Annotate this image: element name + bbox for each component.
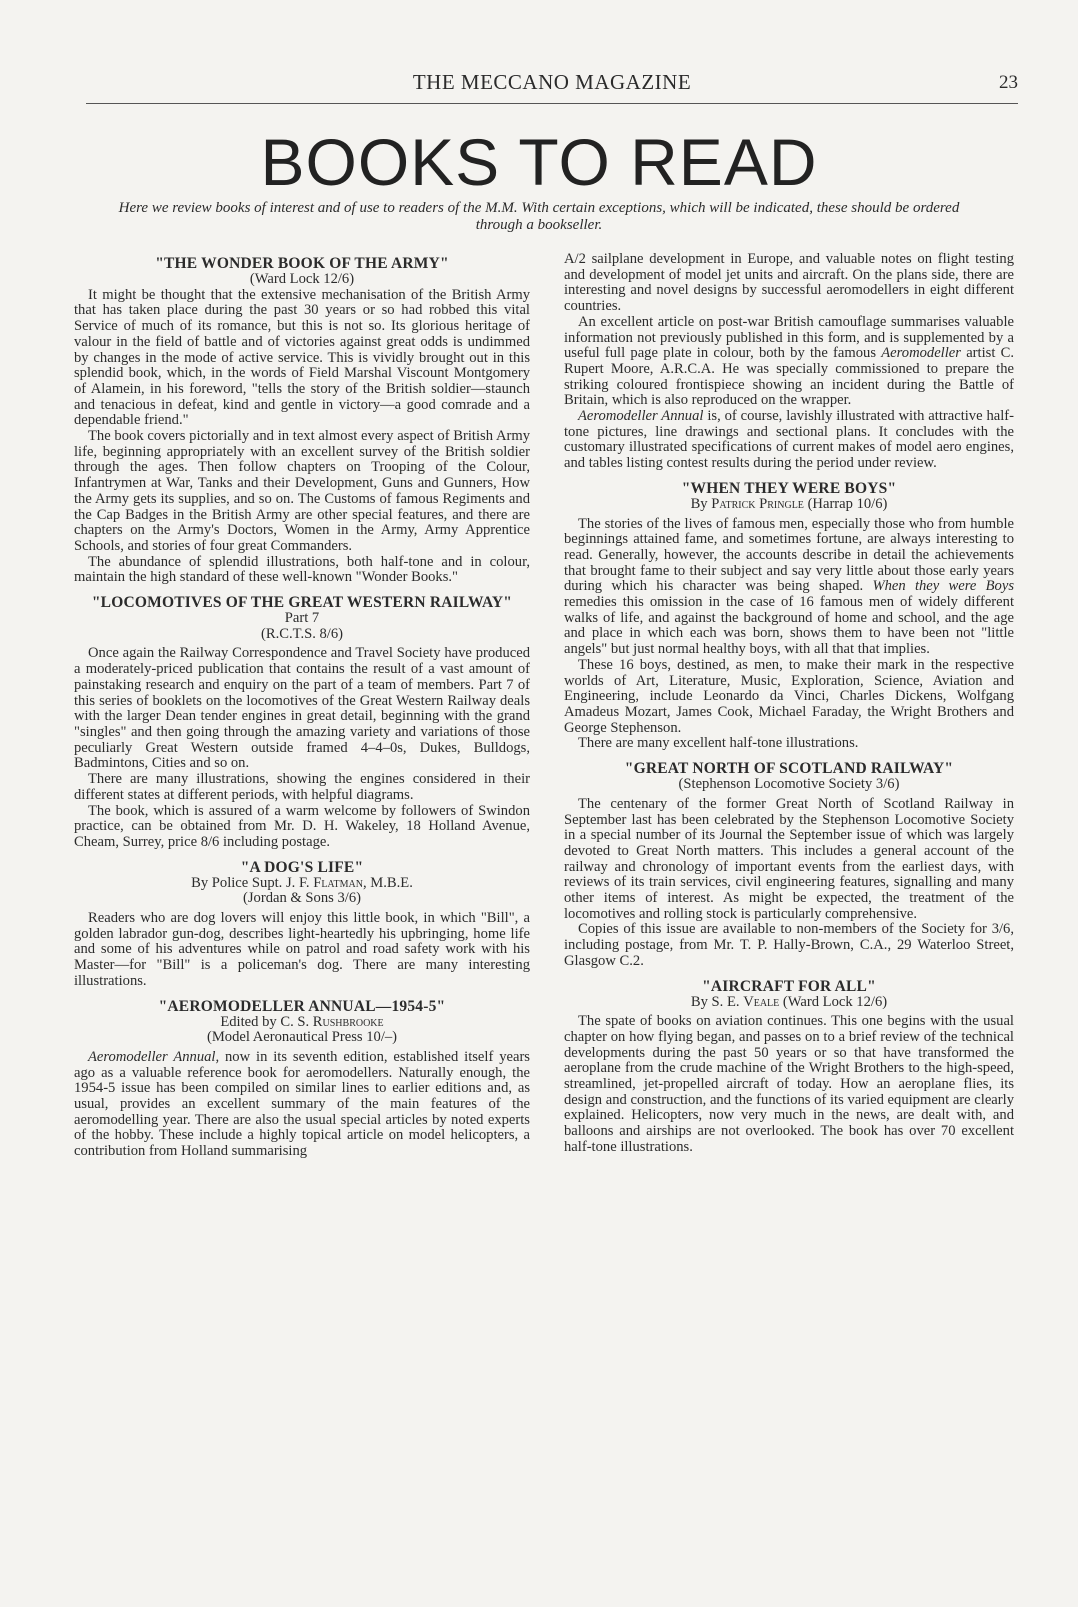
review-title-boys: "WHEN THEY WERE BOYS" (681, 479, 897, 497)
review-paragraph: A/2 sailplane development in Europe, and valuable notes on flight testing and development of model jet units and aircraft. On the plans side, there are interesting and novel designs by successful aeromodellers in eight different countries. (564, 251, 1014, 315)
review-paragraph: The spate of books on aviation continues. This one begins with the usual chapter on how flying began, and passes on to a brief review of the technical developments during the past 50 years or so that have transformed the aeroplane from the crude machine of the Wright Brothers to the high-speed, streamlined, jet-propelled aircraft of today. How an aeroplane flies, its design and construction, and the functions of its varied equipment are clearly explained. Helicopters, now very much in the news, are dealt with, and balloons and airships are not overlooked. The book has over 70 excellent half-tone illustrations. (564, 1013, 1014, 1155)
paragraph-text: now in its seventh edition, established itself years ago as a valuable reference book for aeromodellers. Naturally enough, the 1954-5 issue has been compiled on similar lines to earlier editions and, as usual, provides an excellent summary of the main features of the aeromodelling year. There are also the usual special articles by noted experts of the hobby. These include a highly topical article on model helicopters, a contribution from Holland summarising (74, 1048, 530, 1160)
author-prefix: By Police Supt. J. F. (191, 874, 314, 891)
paragraph-text: The stories of the lives of famous men, especially those who from humble beginnings attained fame, and sometimes fortune, are always interesting to read. Generally, however, the accounts describe in detail the achievements that brought fame to their subject and say very little about those early years during which his character was being shaped. (564, 515, 1014, 595)
italic-title: Aeromodeller Annual, (88, 1048, 220, 1065)
review-paragraph: Copies of this issue are available to non-members of the Society for 3/6, including postage, from Mr. T. P. Hally-Brown, C.A., 29 Waterloo Street, Glasgow C.2. (564, 921, 1014, 969)
review-author-aircraft (564, 995, 1014, 1011)
review-publisher-dog: (Jordan & Sons 3/6) (243, 890, 361, 907)
review-title-gnsr: "GREAT NORTH OF SCOTLAND RAILWAY" (624, 760, 954, 778)
review-publisher-aero: (Model Aeronautical Press 10/–) (206, 1029, 398, 1046)
header-rule (86, 103, 1018, 104)
paragraph-text: artist C. Rupert Moore, A.R.C.A. He was specially commissioned to prepare the striking coloured frontispiece showing an incident during the Battle of Britain, which is also reproduced on the wrapper. (564, 345, 1014, 409)
author-suffix: (Ward Lock 12/6) (779, 993, 888, 1010)
review-title-aero: "AEROMODELLER ANNUAL—1954-5" (158, 997, 446, 1015)
review-author-dog (74, 876, 530, 892)
review-paragraph: The book, which is assured of a warm welcome by followers of Swindon practice, can be obtained from Mr. D. H. Wakeley, 18 Holland Avenue, Cheam, Surrey, price 8/6 including postage. (74, 802, 530, 850)
author-prefix: By (690, 495, 712, 512)
page-number: 23 (999, 72, 1018, 93)
review-paragraph: The abundance of splendid illustrations, both half-tone and in colour, maintain the high standard of these well-known "Wonder Books." (74, 553, 530, 586)
author-name: Patrick Pringle (711, 495, 804, 512)
review-author-boys (564, 497, 1014, 513)
review-paragraph (564, 517, 1014, 658)
author-name: Flatman (313, 874, 363, 891)
paragraph-text: remedies this omission in the case of 16 famous men of widely different walks of life, and against the background of home and school, and the age and place in which each was born, shows them to have been not "little angels" but just normal healthy boys, with all that that implies. (564, 594, 1014, 658)
editor-name: Rushbrooke (312, 1013, 384, 1030)
author-name: Veale (743, 993, 780, 1010)
review-part-locos: Part 7 (284, 610, 320, 627)
review-editor-aero (74, 1015, 530, 1031)
intro-text: Here we review books of interest and of use to readers of the M.M. With certain exceptions, which will be indicated, these should be ordered through a bookseller. (118, 200, 960, 233)
author-suffix: , M.B.E. (363, 874, 413, 891)
review-publisher-gnsr: (Stephenson Locomotive Society 3/6) (678, 776, 900, 793)
right-column (564, 252, 1014, 1156)
italic-title: Aeromodeller Annual (578, 408, 704, 425)
review-paragraph: It might be thought that the extensive mechanisation of the British Army that has taken place during the past 30 years or so had robbed this vital Service of much of its romance, but this is not so. Its glorious heritage of valour in the field of battle and of victories against great odds is undimmed by changes in the mode of active service. This is vividly brought out in this splendid book, which, in the words of Field Marshal Viscount Montgomery of Alamein, in his foreword, "tells the story of the British soldier—staunch and tenacious in defeat, kind and gentle in victory—a good comrade and a dependable friend." (74, 286, 530, 429)
paragraph-text: An excellent article on post-war British camouflage summarises valuable information not previously published in this form, and is supplemented by a useful full page plate in colour, both by the famous (564, 313, 1014, 362)
review-publisher-army: (Ward Lock 12/6) (249, 271, 355, 287)
review-paragraph: These 16 boys, destined, as men, to make their mark in the respective worlds of Art, Literature, Music, Exploration, Science, Aviation and Engineering, include Leonardo da Vinci, Charles Dickens, Wolfgang Amadeus Mozart, James Cook, Michael Faraday, the Wright Brothers and George Stephenson. (564, 656, 1014, 736)
magazine-title: THE MECCANO MAGAZINE (412, 70, 692, 94)
review-paragraph (564, 409, 1014, 472)
review-title-army: "THE WONDER BOOK OF THE ARMY" (155, 255, 449, 272)
review-paragraph: There are many illustrations, showing the engines considered in their different states at different periods, with helpful diagrams. (74, 771, 530, 803)
review-title-aircraft: "AIRCRAFT FOR ALL" (702, 977, 876, 995)
author-suffix: (Harrap 10/6) (803, 495, 888, 512)
page-title: BOOKS TO READ (260, 125, 818, 199)
review-paragraph: Readers who are dog lovers will enjoy this little book, in which "Bill", a golden labrador gun-dog, describes light-heartedly his upbringing, home life and some of his adventures while on patrol and road safety work with his Master—for "Bill" is a policeman's dog. There are many interesting illustrations. (74, 910, 530, 989)
review-paragraph (74, 1050, 530, 1160)
left-column (74, 252, 530, 1160)
review-paragraph: The book covers pictorially and in text almost every aspect of British Army life, beginning appropriately with an excellent survey of the British soldier through the ages. Then follow chapters on Trooping of the Colour, Infantrymen at War, Tanks and their Development, Guns and Gunners, How the Army gets its supplies, and so on. The Customs of famous Regiments and the Cap Badges in the British Army are other special features, and there are chapters on the Army's Doctors, Women in the Army, Army Apprentice Schools, and stories of four great Commanders. (74, 428, 530, 554)
paragraph-text: is, of course, lavishly illustrated with attractive half-tone pictures, line drawings and sectional plans. It concludes with the customary illustrated specifications of current makes of model aero engines, and tables listing contest results during the period under review. (564, 408, 1014, 472)
author-prefix: By S. E. (690, 993, 744, 1010)
review-title-locos: "LOCOMOTIVES OF THE GREAT WESTERN RAILWAY" (91, 594, 513, 612)
editor-prefix: Edited by C. S. (220, 1013, 313, 1030)
review-title-dog: "A DOG'S LIFE" (240, 858, 364, 876)
review-publisher-locos: (R.C.T.S. 8/6) (260, 625, 344, 642)
italic-title: When they were Boys (872, 578, 1014, 595)
review-paragraph: The centenary of the former Great North of Scotland Railway in September last has been celebrated by the Stephenson Locomotive Society in a special number of its Journal the September issue of which was largely devoted to Great North matters. This includes a general account of the railway and chronology of important events from the earliest days, with reviews of its train services, civil engineering features, signalling and many other items of interest. As might be expected, the treatment of the locomotives and rolling stock is particularly comprehensive. (564, 795, 1014, 922)
page-header (86, 70, 1018, 104)
review-paragraph: There are many excellent half-tone illustrations. (578, 735, 859, 752)
italic-title: Aeromodeller (881, 345, 961, 362)
review-paragraph (564, 315, 1014, 409)
review-paragraph: Once again the Railway Correspondence and Travel Society have produced a moderately-priced publication that contains the result of a vast amount of painstaking research and enquiry on the part of a team of members. Part 7 of this series of booklets on the locomotives of the Great Western Railway deals with the larger Dean tender engines in great detail, beginning with the grand "singles" and then going through the amazing variety and variations of those peculiarly Great Western outside framed 4–4–0s, Dukes, Bulldogs, Badmintons, Cities and so on. (74, 645, 530, 772)
